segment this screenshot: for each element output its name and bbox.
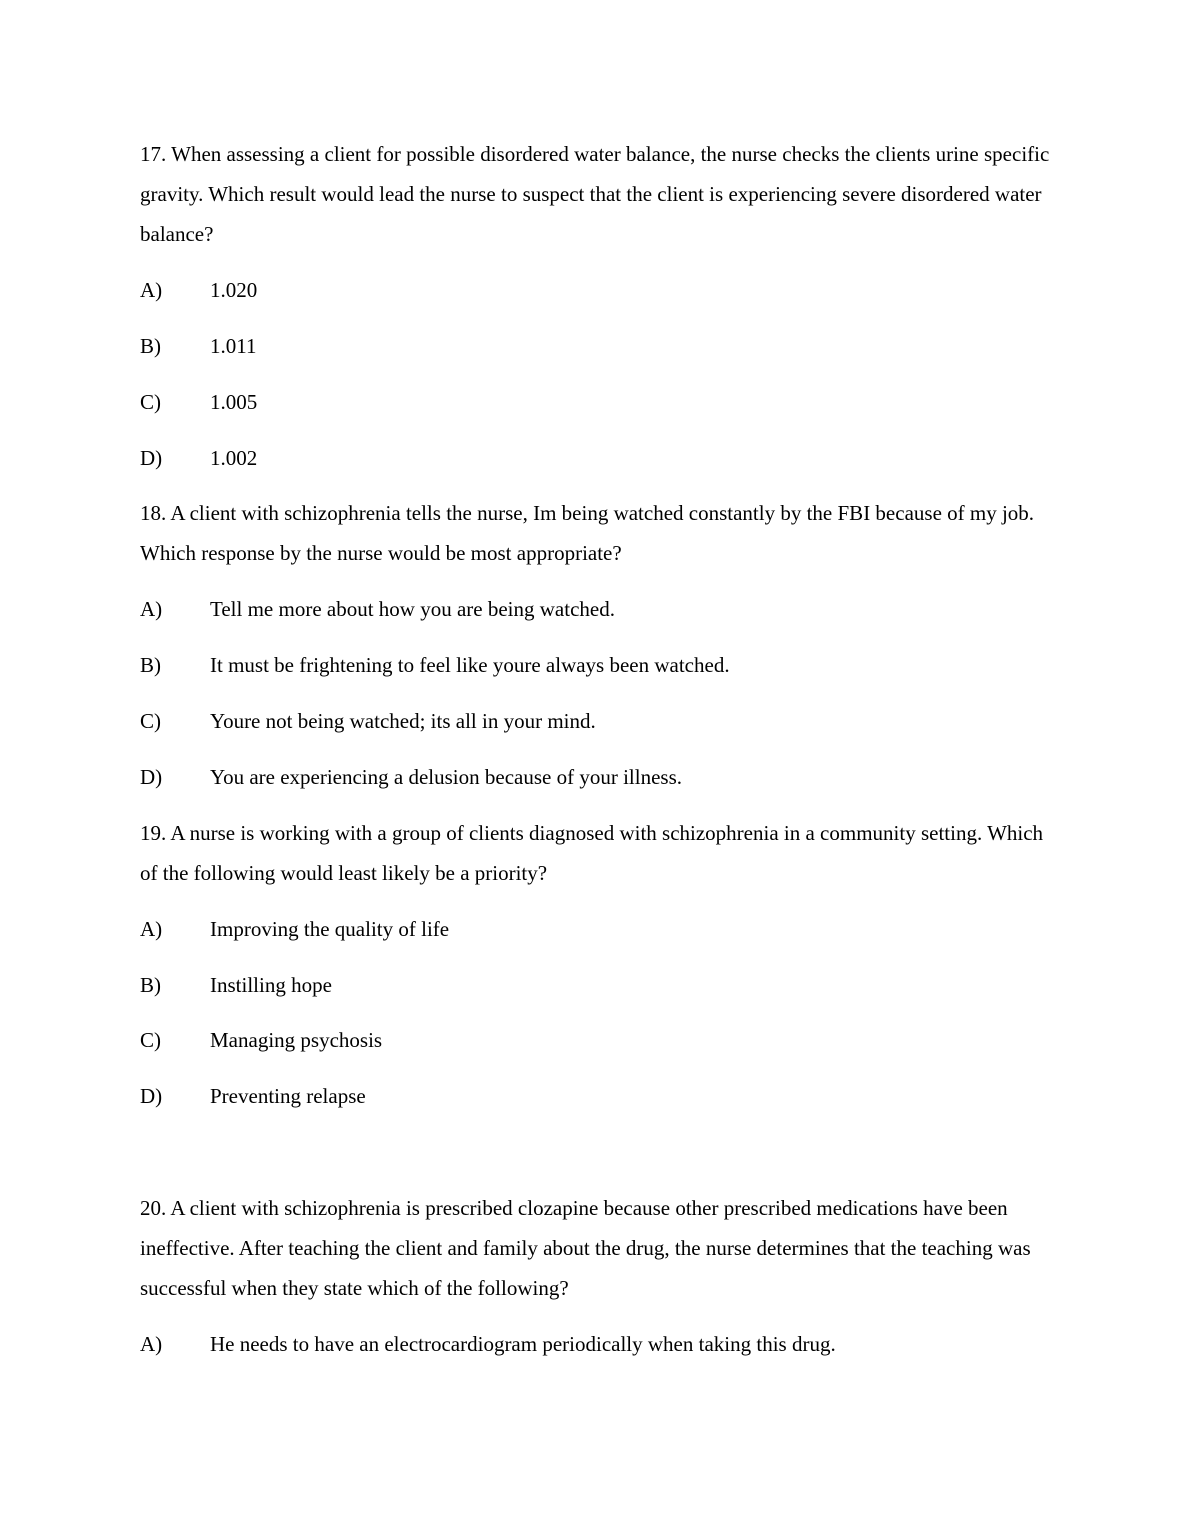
option-text: Tell me more about how you are being watched.	[210, 597, 615, 621]
question-17-option-b	[140, 332, 1060, 360]
option-text: 1.002	[210, 446, 258, 470]
option-letter: D)	[140, 765, 163, 789]
question-17-option-a	[140, 276, 1060, 304]
question-19-option-c	[140, 1026, 1060, 1054]
option-letter: A)	[140, 278, 163, 302]
option-text: 1.005	[210, 390, 258, 414]
option-text: You are experiencing a delusion because of your illness.	[210, 765, 682, 789]
option-letter: D)	[140, 446, 163, 470]
option-letter: D)	[140, 1084, 163, 1108]
option-text: Youre not being watched; its all in your mind.	[210, 709, 596, 733]
question-19-option-d	[140, 1082, 1060, 1110]
question-18-option-d	[140, 763, 1060, 791]
question-stem: 18. A client with schizophrenia tells the nurse, Im being watched constantly by the FBI because of my job. Which response by the nurse would be most appropriate?	[140, 501, 1035, 565]
question-stem: 17. When assessing a client for possible disordered water balance, the nurse checks the clients urine specific gravity. Which result would lead the nurse to suspect that the client is experiencing severe disordered water balance?	[140, 142, 1050, 246]
option-letter: B)	[140, 653, 161, 677]
option-letter: A)	[140, 597, 163, 621]
question-19-option-b	[140, 971, 1060, 999]
option-letter: A)	[140, 1332, 163, 1356]
option-text: Instilling hope	[210, 973, 332, 997]
option-text: Managing psychosis	[210, 1028, 383, 1052]
option-letter: B)	[140, 334, 161, 358]
question-18	[140, 493, 1060, 573]
question-18-option-b	[140, 651, 1060, 679]
option-letter: C)	[140, 390, 161, 414]
option-text: 1.011	[210, 334, 257, 358]
option-letter: B)	[140, 973, 161, 997]
option-text: 1.020	[210, 278, 258, 302]
option-letter: A)	[140, 917, 163, 941]
question-17-option-d	[140, 444, 1060, 472]
question-17	[140, 134, 1060, 254]
option-letter: C)	[140, 709, 161, 733]
question-stem: 19. A nurse is working with a group of clients diagnosed with schizophrenia in a community setting. Which of the following would least likely be a priority?	[140, 821, 1044, 885]
question-18-option-c	[140, 707, 1060, 735]
question-stem: 20. A client with schizophrenia is prescribed clozapine because other prescribed medications have been ineffective. After teaching the client and family about the drug, the nurse determines that the teaching was successful when they state which of the following?	[140, 1196, 1031, 1300]
question-17-option-c	[140, 388, 1060, 416]
question-20-option-a	[140, 1330, 1060, 1358]
option-text: Preventing relapse	[210, 1084, 366, 1108]
option-text: He needs to have an electrocardiogram periodically when taking this drug.	[210, 1332, 836, 1356]
option-text: Improving the quality of life	[210, 917, 450, 941]
question-19-option-a	[140, 915, 1060, 943]
option-text: It must be frightening to feel like youre always been watched.	[210, 653, 730, 677]
option-letter: C)	[140, 1028, 161, 1052]
question-20	[140, 1188, 1060, 1308]
question-18-option-a	[140, 595, 1060, 623]
question-19	[140, 813, 1060, 893]
